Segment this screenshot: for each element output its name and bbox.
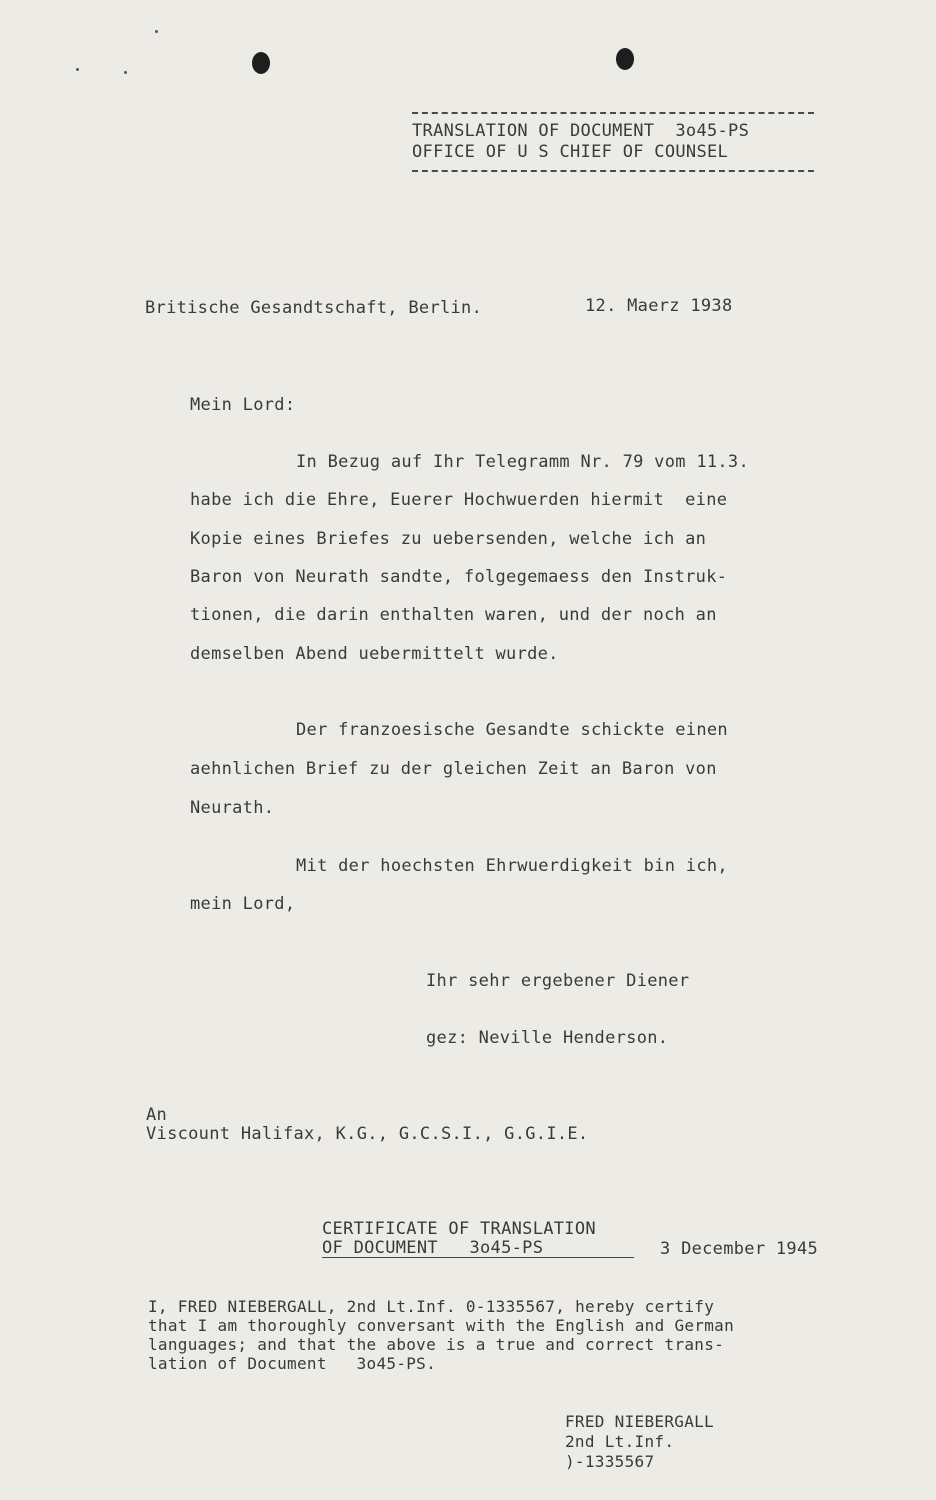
certificate-title-1: CERTIFICATE OF TRANSLATION <box>322 1219 596 1239</box>
body-line: Baron von Neurath sandte, folgegemaess den Instruk- <box>190 567 728 587</box>
closing: Ihr sehr ergebener Diener <box>426 971 690 991</box>
header-rule-bottom <box>412 170 814 172</box>
body-line: aehnlichen Brief zu der gleichen Zeit an Baron von <box>190 759 717 779</box>
speck <box>155 30 158 33</box>
letter-date: 12. Maerz 1938 <box>585 296 733 316</box>
header-rule-top <box>412 112 814 114</box>
certificate-title-2: OF DOCUMENT 3o45-PS <box>322 1238 544 1258</box>
body-line: mein Lord, <box>190 894 296 914</box>
certificate-body-line: that I am thoroughly conversant with the English and German <box>148 1316 735 1335</box>
certificate-body-line: lation of Document 3o45-PS. <box>148 1354 437 1373</box>
body-line: tionen, die darin enthalten waren, und der noch an <box>190 605 717 625</box>
body-line: In Bezug auf Ihr Telegramm Nr. 79 vom 11.3. <box>296 452 749 472</box>
recipient-line-1: An <box>146 1105 168 1125</box>
body-line: Mit der hoechsten Ehrwuerdigkeit bin ich, <box>296 856 728 876</box>
salutation: Mein Lord: <box>190 395 296 415</box>
certificate-body-line: languages; and that the above is a true and correct trans- <box>148 1335 725 1354</box>
certificate-date: 3 December 1945 <box>660 1239 819 1259</box>
certificate-title-underline <box>322 1257 634 1258</box>
body-line: habe ich die Ehre, Euerer Hochwuerden hiermit eine <box>190 490 728 510</box>
body-line: demselben Abend uebermittelt wurde. <box>190 644 559 664</box>
sender-address: Britische Gesandtschaft, Berlin. <box>145 298 483 318</box>
speck <box>76 68 79 71</box>
signature: gez: Neville Henderson. <box>426 1028 669 1048</box>
certificate-body-line: I, FRED NIEBERGALL, 2nd Lt.Inf. 0-1335567, hereby certify <box>148 1297 715 1316</box>
header-line-2: OFFICE OF U S CHIEF OF COUNSEL <box>412 142 729 162</box>
header-line-1: TRANSLATION OF DOCUMENT 3o45-PS <box>412 121 750 141</box>
signer-name: FRED NIEBERGALL <box>565 1412 714 1431</box>
signer-serial: )-1335567 <box>565 1452 655 1471</box>
body-line: Neurath. <box>190 798 275 818</box>
speck <box>124 71 127 74</box>
body-line: Der franzoesische Gesandte schickte einen <box>296 720 728 740</box>
punch-hole-left <box>252 52 270 74</box>
recipient-line-2: Viscount Halifax, K.G., G.C.S.I., G.G.I.E. <box>146 1124 589 1144</box>
signer-rank: 2nd Lt.Inf. <box>565 1432 675 1451</box>
punch-hole-right <box>616 48 634 70</box>
body-line: Kopie eines Briefes zu uebersenden, welche ich an <box>190 529 707 549</box>
